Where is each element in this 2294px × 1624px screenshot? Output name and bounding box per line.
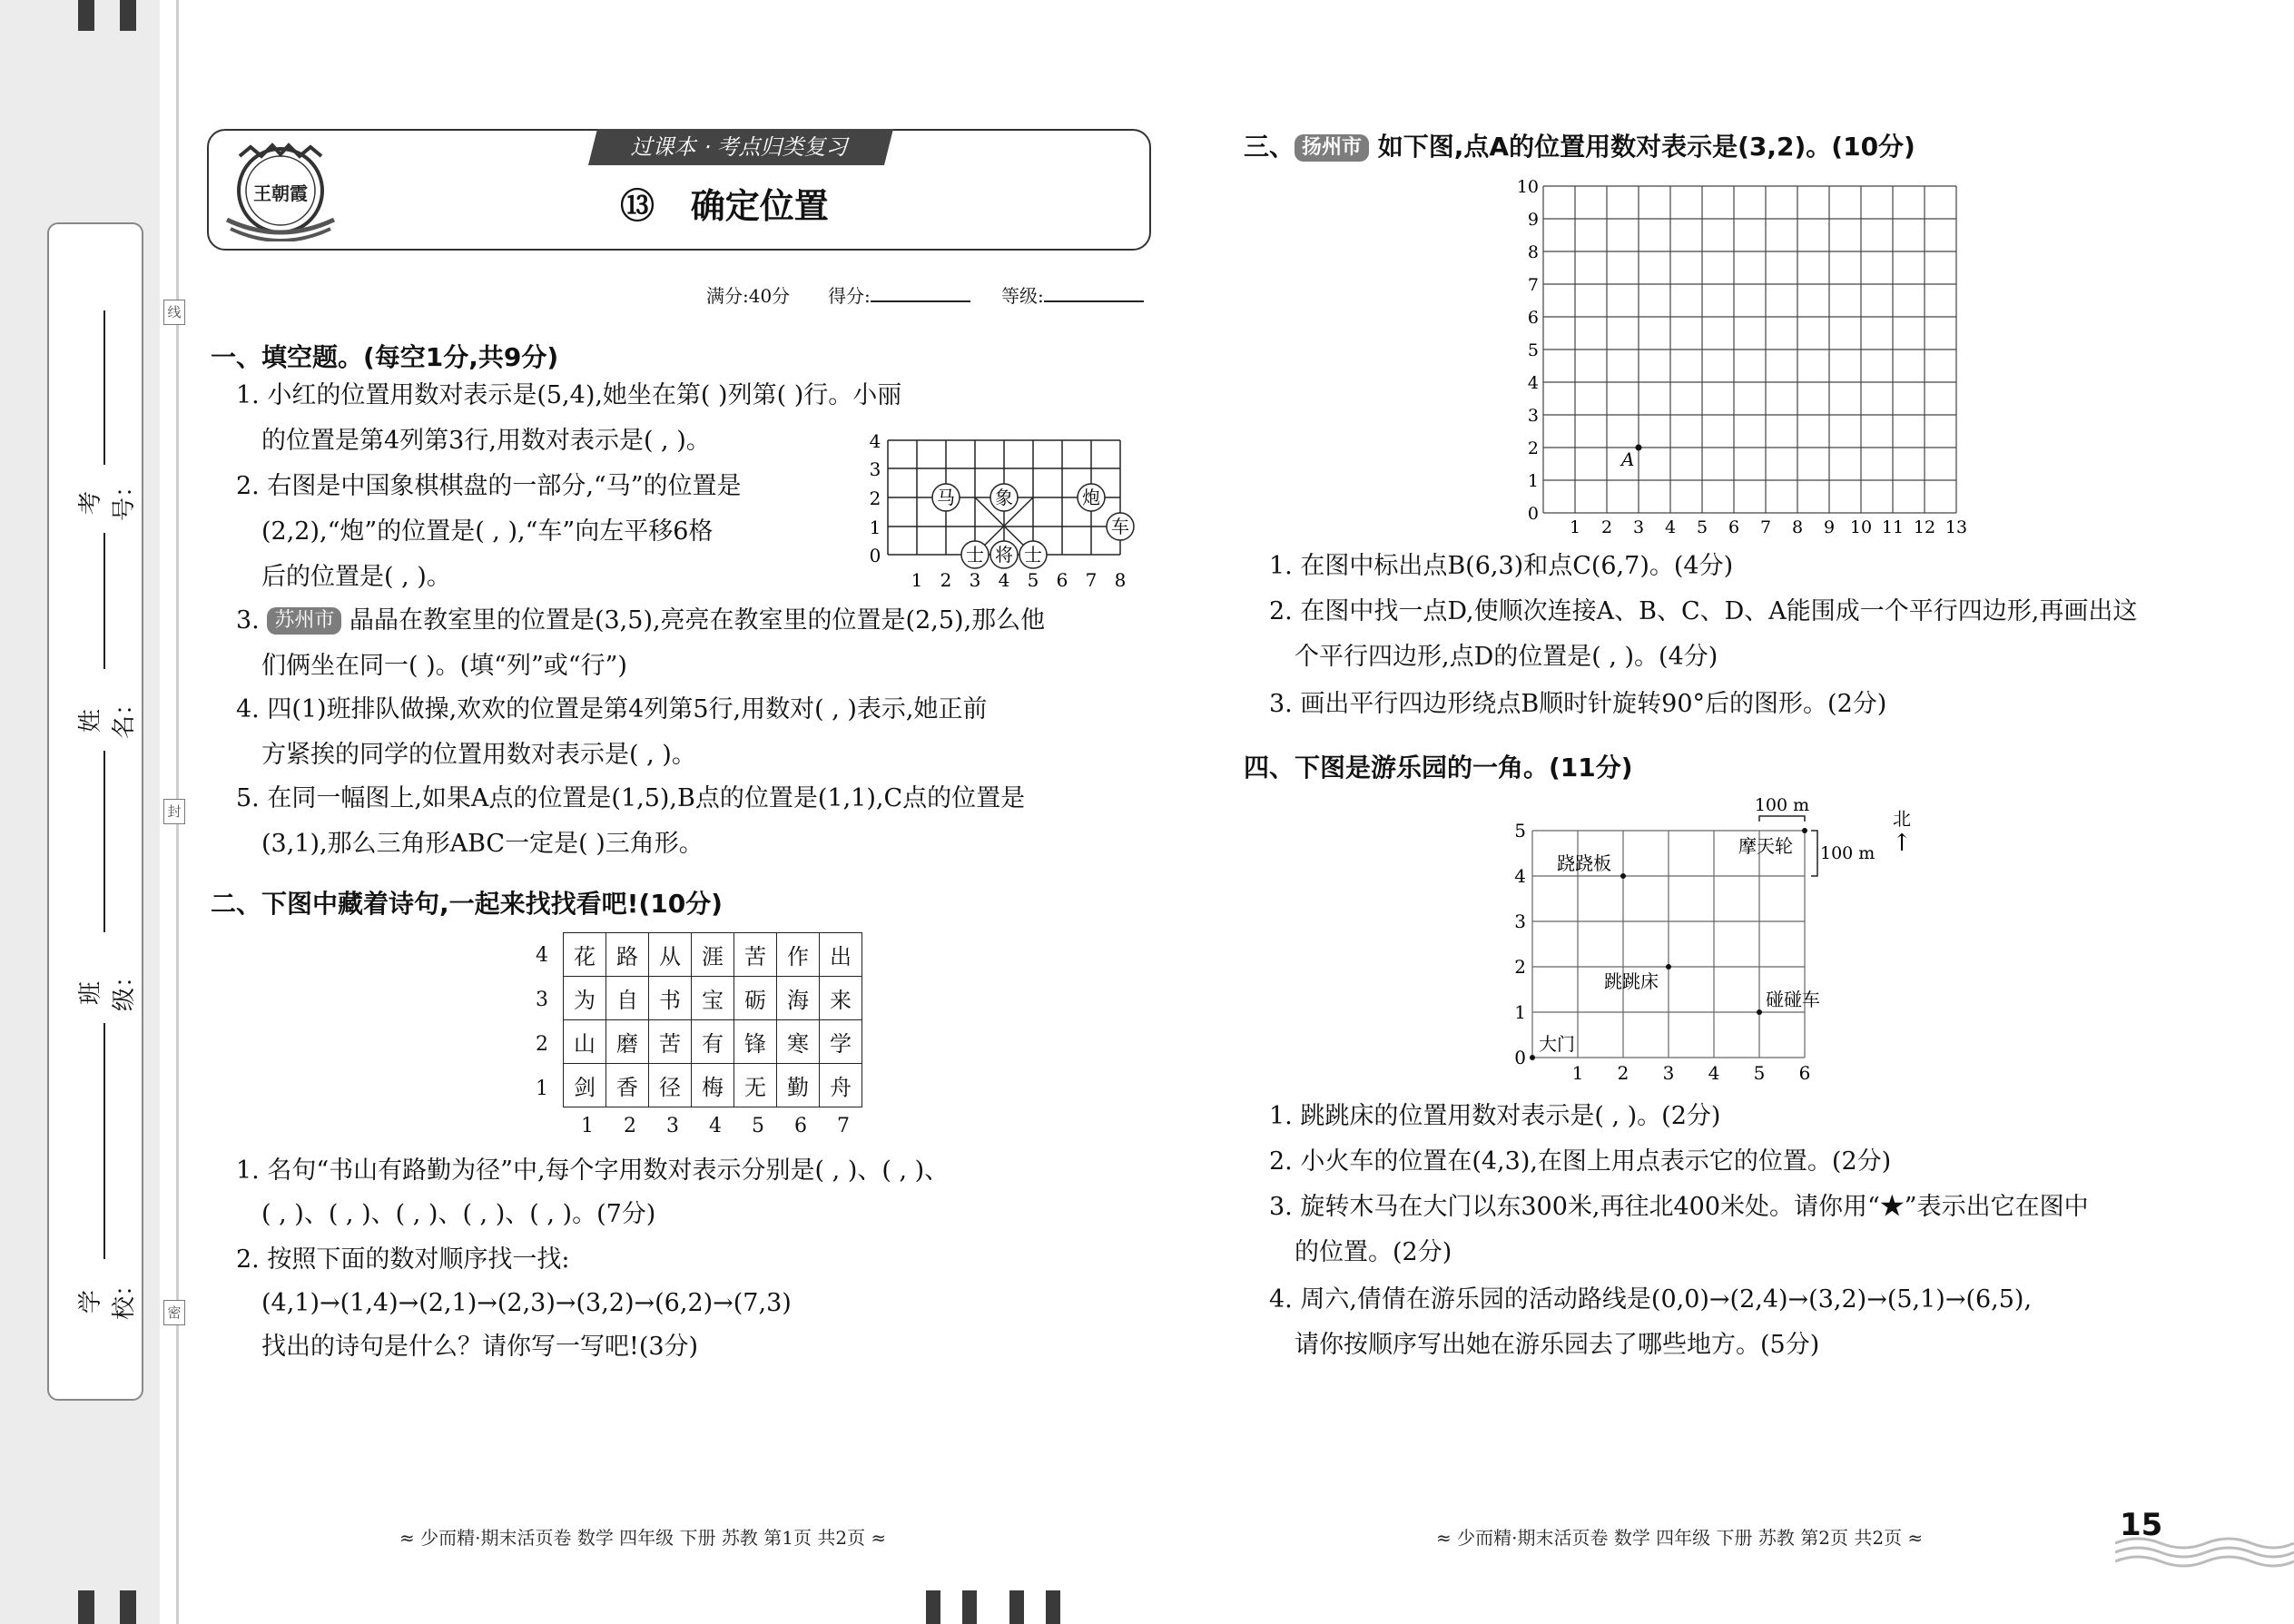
poem-cell: 舟 <box>820 1064 862 1107</box>
poem-cell: 无 <box>734 1064 777 1107</box>
poem-cell: 苦 <box>734 933 777 977</box>
bumper-car-dot <box>1757 1009 1762 1015</box>
grade-field[interactable] <box>1001 281 1144 308</box>
map-y-label: 5 <box>1514 820 1526 842</box>
poem-grid <box>563 932 862 1107</box>
poem-cell: 砺 <box>734 977 777 1020</box>
map-y-label: 2 <box>1514 956 1526 978</box>
chess-x-label: 4 <box>998 569 1010 591</box>
grid-x-label: 13 <box>1944 517 1968 536</box>
scale-bracket-horizontal <box>1759 816 1805 822</box>
grid-y-label: 6 <box>1527 308 1539 328</box>
chess-piece-text: 车 <box>1111 516 1129 537</box>
full-score: 满分:40分 <box>706 285 791 307</box>
chess-x-label: 5 <box>1027 569 1039 591</box>
q4-4-line2: 请你按顺序写出她在游乐园去了哪些地方。(5分) <box>1295 1331 1820 1359</box>
point-a-dot <box>1636 445 1642 451</box>
grid-x-label: 1 <box>1569 517 1581 536</box>
poem-cell: 出 <box>820 933 862 977</box>
grid-x-label: 8 <box>1791 517 1804 536</box>
place-ferris-wheel: 摩天轮 <box>1738 835 1793 857</box>
student-info-panel <box>47 222 143 1401</box>
grade-blank[interactable] <box>1044 300 1144 302</box>
exam-no-label: 考号： <box>77 473 138 521</box>
print-mark <box>78 0 94 31</box>
grid-x-label: 4 <box>1664 517 1677 536</box>
north-label: 北 <box>1893 808 1911 830</box>
region-badge-yangzhou: 扬州市 <box>1295 134 1369 162</box>
poem-x-label: 5 <box>752 1115 764 1137</box>
poem-cell: 磨 <box>606 1020 649 1064</box>
chess-x-label: 8 <box>1114 569 1127 591</box>
q1-5-line2: (3,1),那么三角形ABC一定是( )三角形。 <box>261 830 704 858</box>
poem-cell: 有 <box>692 1020 734 1064</box>
grid-y-label: 9 <box>1527 210 1539 230</box>
exam-no-line <box>103 533 105 669</box>
chess-piece-text: 象 <box>995 487 1013 508</box>
section-3-text: 如下图,点A的位置用数对表示是(3,2)。(10分) <box>1377 132 1915 162</box>
poem-cell: 为 <box>564 977 606 1020</box>
footer-left: ≈ 少而精·期末活页卷 数学 四年级 下册 苏教 第1页 共2页 ≈ <box>399 1527 887 1549</box>
grid-x-label: 6 <box>1728 517 1740 536</box>
grid-y-label: 4 <box>1527 373 1539 393</box>
map-y-label: 1 <box>1514 1001 1526 1023</box>
poem-cell: 山 <box>564 1020 606 1064</box>
grid-x-label: 9 <box>1823 517 1836 536</box>
q1-1-line1: 1. 小红的位置用数对表示是(5,4),她坐在第( )列第( )行。小丽 <box>236 381 902 409</box>
school-label: 学校： <box>77 1272 138 1320</box>
q1-4-line1: 4. 四(1)班排队做操,欢欢的位置是第4列第5行,用数对( , )表示,她正前 <box>236 695 988 723</box>
map-x-label: 6 <box>1798 1062 1811 1084</box>
place-bumper-car: 碰碰车 <box>1766 989 1820 1010</box>
ferris-wheel-dot <box>1802 828 1807 833</box>
poem-cell: 花 <box>564 933 606 977</box>
chess-piece-text: 炮 <box>1082 487 1100 508</box>
chess-piece-text: 士 <box>1024 544 1042 566</box>
scale-vertical: 100 m <box>1820 843 1876 863</box>
q1-2-line3: 后的位置是( , )。 <box>261 563 451 591</box>
place-seesaw: 跷跷板 <box>1557 852 1611 874</box>
q2-1-line1: 1. 名句“书山有路勤为径”中,每个字用数对表示分别是( , )、( , )、 <box>236 1156 950 1185</box>
map-x-label: 2 <box>1617 1062 1629 1084</box>
gate-dot <box>1530 1055 1535 1060</box>
section-2-title: 二、下图中藏着诗句,一起来找找看吧!(10分) <box>211 889 723 919</box>
grid-y-label: 10 <box>1516 177 1539 197</box>
q1-3-text: 晶晶在教室里的位置是(3,5),亮亮在教室里的位置是(2,5),那么他 <box>349 606 1046 635</box>
chess-x-label: 2 <box>940 569 952 591</box>
poem-row <box>564 1020 862 1064</box>
poem-cell: 自 <box>606 977 649 1020</box>
chess-y-label: 3 <box>869 458 881 480</box>
class-line <box>103 1023 105 1223</box>
point-a-label: A <box>1621 448 1635 470</box>
score-label: 得分: <box>828 285 871 307</box>
poem-cell: 香 <box>606 1064 649 1107</box>
grid-x-label: 5 <box>1696 517 1708 536</box>
q1-5-line1: 5. 在同一幅图上,如果A点的位置是(1,5),B点的位置是(1,1),C点的位置是 <box>236 784 1026 812</box>
poem-row <box>564 977 862 1020</box>
poem-y-label: 4 <box>536 944 548 967</box>
section-3-prefix: 三、 <box>1244 132 1295 162</box>
print-mark <box>120 0 136 31</box>
class-label: 班级： <box>77 963 138 1011</box>
section-3-title <box>1244 127 1915 163</box>
q1-3-number: 3. <box>236 606 260 635</box>
chess-piece-text: 将 <box>995 544 1013 566</box>
poem-cell: 寒 <box>777 1020 820 1064</box>
grid-x-label: 12 <box>1913 517 1936 536</box>
scale-horizontal: 100 m <box>1754 795 1810 815</box>
q1-3-line1 <box>236 605 1045 637</box>
poem-x-label: 1 <box>581 1115 594 1137</box>
poem-cell: 剑 <box>564 1064 606 1107</box>
q2-2-line3: 找出的诗句是什么？请你写一写吧!(3分) <box>261 1333 699 1361</box>
chess-y-label: 1 <box>869 517 881 538</box>
section-4-title: 四、下图是游乐园的一角。(11分) <box>1244 753 1633 782</box>
print-mark <box>926 1590 940 1624</box>
name-label: 姓名： <box>77 691 138 739</box>
poem-row <box>564 933 862 977</box>
grid-x-label: 10 <box>1849 517 1873 536</box>
q4-2: 2. 小火车的位置在(4,3),在图上用点表示它的位置。(2分) <box>1269 1147 1892 1176</box>
chess-y-label: 4 <box>869 430 881 452</box>
q1-2-line2: (2,2),“炮”的位置是( , ),“车”向左平移6格 <box>261 517 714 546</box>
trampoline-dot <box>1666 964 1671 969</box>
grid-y-label: 3 <box>1527 406 1539 426</box>
chapter-title: 确定位置 <box>690 186 829 226</box>
poem-cell: 梅 <box>692 1064 734 1107</box>
amusement-park-map <box>1502 794 1938 1085</box>
map-y-label: 3 <box>1514 910 1526 932</box>
poem-x-label: 7 <box>837 1115 850 1137</box>
map-x-label: 4 <box>1708 1062 1720 1084</box>
q1-2-line1: 2. 右图是中国象棋棋盘的一部分,“马”的位置是 <box>236 472 742 500</box>
q1-3-line2: 们俩坐在同一( )。(填“列”或“行”) <box>261 652 627 680</box>
print-mark <box>120 1590 136 1624</box>
logo-text: 王朝霞 <box>253 182 308 204</box>
q1-1-line2: 的位置是第4列第3行,用数对表示是( , )。 <box>261 427 711 455</box>
grid-y-label: 7 <box>1527 275 1539 295</box>
chess-y-label: 2 <box>869 487 881 509</box>
map-x-label: 5 <box>1753 1062 1766 1084</box>
map-x-label: 1 <box>1571 1062 1584 1084</box>
poem-cell: 海 <box>777 977 820 1020</box>
scale-bracket-vertical <box>1811 831 1817 876</box>
chess-x-label: 3 <box>969 569 981 591</box>
print-mark <box>78 1590 94 1624</box>
name-line <box>103 751 105 932</box>
poem-cell: 来 <box>820 977 862 1020</box>
poem-cell: 学 <box>820 1020 862 1064</box>
region-badge-suzhou: 苏州市 <box>267 607 341 635</box>
q4-4-line1: 4. 周六,倩倩在游乐园的活动路线是(0,0)→(2,4)→(3,2)→(5,1)→(6,5), <box>1269 1285 2033 1314</box>
grid-x-label: 3 <box>1632 517 1645 536</box>
grid-y-label: 1 <box>1527 471 1539 491</box>
brand-logo <box>223 136 338 241</box>
score-blank[interactable] <box>871 300 970 302</box>
poem-cell: 锋 <box>734 1020 777 1064</box>
q4-1: 1. 跳跳床的位置用数对表示是( , )。(2分) <box>1269 1102 1721 1130</box>
chess-piece-text: 马 <box>937 487 955 508</box>
score-field[interactable] <box>828 281 970 308</box>
map-x-label: 3 <box>1662 1062 1675 1084</box>
coordinate-grid <box>1502 172 1974 536</box>
margin-mark-feng: 封 <box>163 799 185 824</box>
q4-3-line2: 的位置。(2分) <box>1295 1238 1452 1266</box>
north-arrow-icon: ↑ <box>1892 830 1912 857</box>
chapter-number: ⑬ <box>620 186 655 226</box>
poem-row <box>564 1064 862 1107</box>
grid-y-label: 0 <box>1527 504 1539 524</box>
chess-piece-text: 士 <box>966 544 984 566</box>
margin-mark-xian: 线 <box>163 300 185 325</box>
seesaw-dot <box>1620 873 1626 879</box>
q2-1-line2: ( , )、( , )、( , )、( , )、( , )。(7分) <box>261 1200 656 1228</box>
grid-x-label: 2 <box>1600 517 1613 536</box>
chess-board-diagram <box>861 425 1151 594</box>
grid-x-label: 7 <box>1759 517 1772 536</box>
grid-y-label: 2 <box>1527 438 1539 458</box>
chess-y-label: 0 <box>869 545 881 566</box>
q3-2-line1: 2. 在图中找一点D,使顺次连接A、B、C、D、A能围成一个平行四边形,再画出这 <box>1269 597 2138 625</box>
print-mark <box>1009 1590 1024 1624</box>
print-mark <box>962 1590 977 1624</box>
grid-y-label: 5 <box>1527 340 1539 360</box>
place-trampoline: 跳跳床 <box>1604 970 1659 992</box>
q3-1: 1. 在图中标出点B(6,3)和点C(6,7)。(4分) <box>1269 552 1734 580</box>
grid-x-label: 11 <box>1881 517 1905 536</box>
page-number: 15 <box>2120 1507 2163 1543</box>
map-y-label: 0 <box>1514 1047 1526 1068</box>
chess-x-label: 7 <box>1085 569 1098 591</box>
grid-y-label: 8 <box>1527 242 1539 262</box>
q2-2-line1: 2. 按照下面的数对顺序找一找: <box>236 1245 570 1274</box>
print-mark <box>1046 1590 1060 1624</box>
place-gate: 大门 <box>1539 1033 1575 1055</box>
map-y-label: 4 <box>1514 865 1526 887</box>
q4-3-line1: 3. 旋转木马在大门以东300米,再往北400米处。请你用“★”表示出它在图中 <box>1269 1193 2089 1221</box>
poem-y-label: 3 <box>536 989 548 1011</box>
poem-cell: 勤 <box>777 1064 820 1107</box>
poem-x-label: 6 <box>794 1115 807 1137</box>
poem-cell: 从 <box>649 933 692 977</box>
poem-cell: 书 <box>649 977 692 1020</box>
poem-cell: 路 <box>606 933 649 977</box>
poem-cell: 苦 <box>649 1020 692 1064</box>
poem-cell: 宝 <box>692 977 734 1020</box>
poem-x-label: 4 <box>709 1115 722 1137</box>
q3-3: 3. 画出平行四边形绕点B顺时针旋转90°后的图形。(2分) <box>1269 690 1887 718</box>
grade-label: 等级: <box>1001 285 1044 307</box>
school-line <box>103 1196 105 1259</box>
q1-4-line2: 方紧挨的同学的位置用数对表示是( , )。 <box>261 741 696 769</box>
poem-x-label: 2 <box>624 1115 636 1137</box>
poem-y-label: 1 <box>536 1078 548 1100</box>
exam-no-line <box>103 310 105 465</box>
section-1-title: 一、填空题。(每空1分,共9分) <box>211 342 559 372</box>
poem-y-label: 2 <box>536 1033 548 1056</box>
poem-cell: 涯 <box>692 933 734 977</box>
poem-cell: 径 <box>649 1064 692 1107</box>
q2-2-sequence: (4,1)→(1,4)→(2,1)→(2,3)→(3,2)→(6,2)→(7,3) <box>261 1289 792 1317</box>
poem-x-label: 3 <box>666 1115 679 1137</box>
q3-2-line2: 个平行四边形,点D的位置是( , )。(4分) <box>1295 643 1718 671</box>
section-tag: 过课本 · 考点归类复习 <box>588 129 893 165</box>
chess-x-label: 1 <box>911 569 923 591</box>
chess-x-label: 6 <box>1056 569 1068 591</box>
footer-right: ≈ 少而精·期末活页卷 数学 四年级 下册 苏教 第2页 共2页 ≈ <box>1436 1527 1924 1549</box>
margin-mark-mi: 密 <box>163 1300 185 1325</box>
poem-cell: 作 <box>777 933 820 977</box>
page-title <box>620 178 829 228</box>
